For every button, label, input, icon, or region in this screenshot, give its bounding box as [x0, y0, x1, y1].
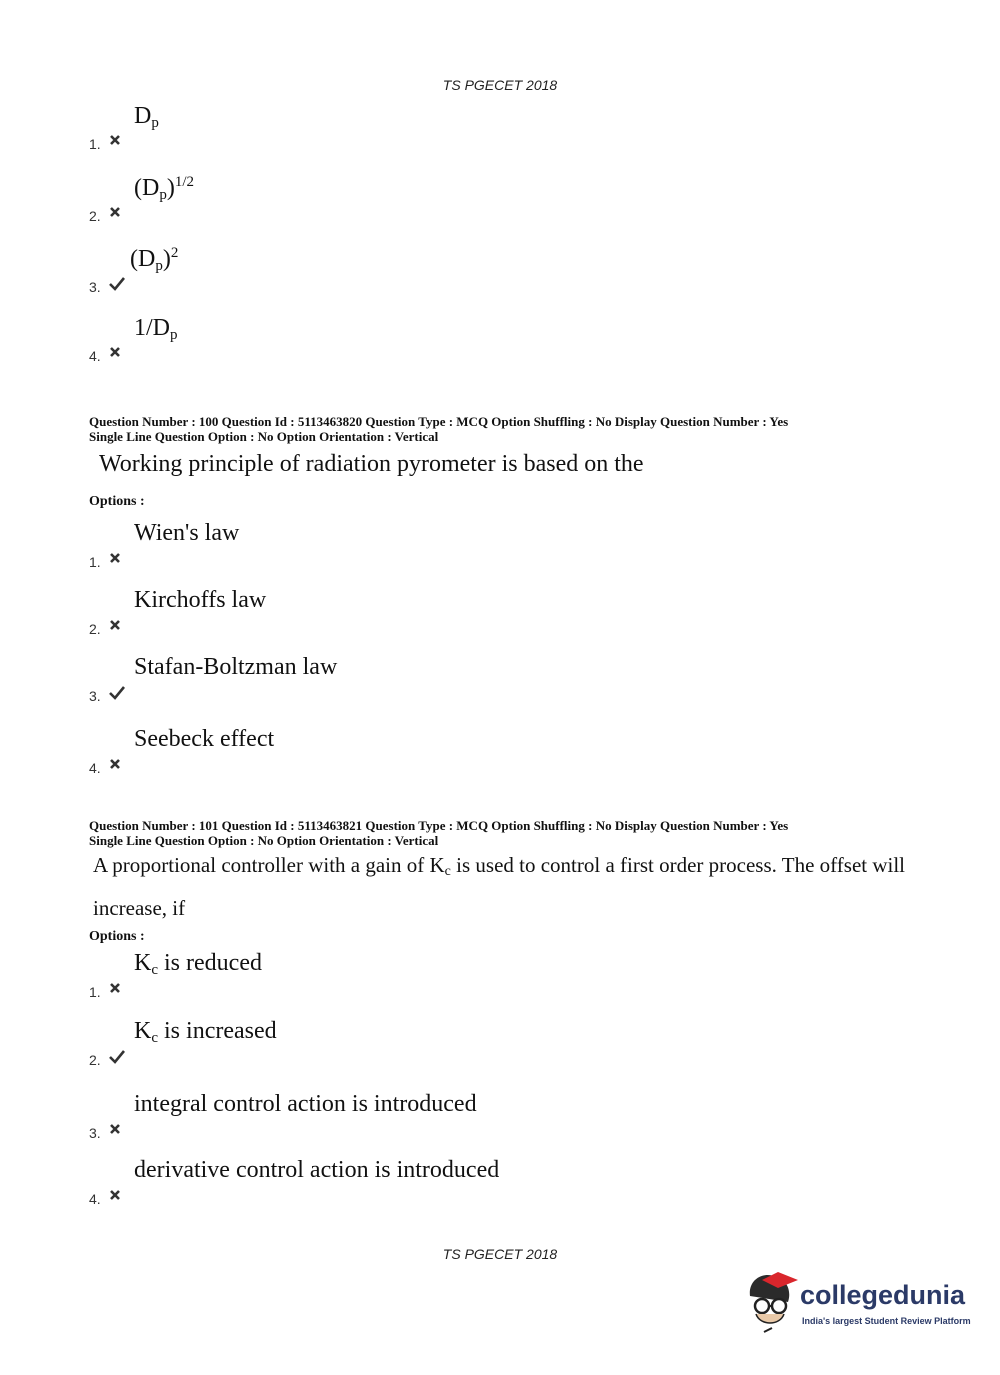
- meta-line-2: Single Line Question Option : No Option Orientation : Vertical: [89, 429, 439, 444]
- wrong-mark-icon: [109, 206, 125, 220]
- page-header: TS PGECET 2018: [442, 77, 558, 93]
- option-text: $(D_p)^2$: [130, 245, 179, 274]
- check-mark-icon: [109, 277, 125, 291]
- option-text: $K_c$ is increased: [134, 1018, 277, 1046]
- question-line-1: A proportional controller with a gain of $K_c$ is used to control a first order process. The offset will: [93, 853, 906, 879]
- option-text: Stafan-Boltzman law: [134, 654, 338, 680]
- option-number: 4.: [89, 760, 101, 776]
- question-100-meta: [89, 414, 909, 444]
- q100-option-1: [89, 520, 909, 570]
- option-number: 3.: [89, 688, 101, 704]
- question-line-2: increase, if: [93, 896, 186, 920]
- q100-option-2: [89, 587, 909, 637]
- option-number: 2.: [89, 621, 101, 637]
- option-text: $D_p$: [134, 103, 159, 131]
- option-number: 3.: [89, 1125, 101, 1141]
- q101-option-4: [89, 1157, 909, 1207]
- page-footer: TS PGECET 2018: [442, 1246, 558, 1262]
- option-number: 1.: [89, 554, 101, 570]
- meta-line-1: Question Number : 101 Question Id : 5113463821 Question Type : MCQ Option Shuffling : No Display Question Number : Yes: [89, 818, 789, 833]
- wrong-mark-icon: [109, 346, 125, 360]
- option-text: $1/D_p$: [134, 315, 178, 343]
- options-label: Options :: [89, 929, 145, 944]
- wrong-mark-icon: [109, 619, 125, 633]
- option-text: Kirchoffs law: [134, 587, 267, 613]
- option-text: derivative control action is introduced: [134, 1157, 500, 1183]
- logo-wordmark: collegedunia: [800, 1280, 966, 1310]
- wrong-mark-icon: [109, 758, 125, 772]
- wrong-mark-icon: [109, 982, 125, 996]
- option-text: Wien's law: [134, 520, 240, 546]
- mascot-icon: [742, 1268, 800, 1334]
- option-text: $K_c$ is reduced: [134, 950, 262, 978]
- option-number: 2.: [89, 208, 101, 224]
- option-text: Seebeck effect: [134, 726, 275, 752]
- option-number: 4.: [89, 348, 101, 364]
- question-101-meta: [89, 818, 909, 848]
- collegedunia-logo: [742, 1268, 972, 1338]
- option-text: $(D_p)^{1/2}$: [134, 174, 195, 203]
- q101-option-1: [89, 950, 909, 1000]
- q101-option-2: [89, 1018, 909, 1068]
- check-mark-icon: [109, 686, 125, 700]
- option-number: 2.: [89, 1052, 101, 1068]
- meta-line-1: Question Number : 100 Question Id : 5113463820 Question Type : MCQ Option Shuffling : No Display Question Number : Yes: [89, 414, 789, 429]
- option-number: 1.: [89, 984, 101, 1000]
- question-100-text: Working principle of radiation pyrometer is based on the: [99, 451, 644, 477]
- wrong-mark-icon: [109, 1123, 125, 1137]
- option-text: integral control action is introduced: [134, 1091, 477, 1117]
- q100-option-4: [89, 726, 909, 776]
- meta-line-2: Single Line Question Option : No Option Orientation : Vertical: [89, 833, 439, 848]
- logo-tagline: India's largest Student Review Platform: [802, 1316, 971, 1326]
- prev-question-option-1: [89, 102, 909, 152]
- wrong-mark-icon: [109, 552, 125, 566]
- option-number: 1.: [89, 136, 101, 152]
- check-mark-icon: [109, 1050, 125, 1064]
- option-number: 4.: [89, 1191, 101, 1207]
- prev-question-option-4: [89, 314, 909, 364]
- options-label: Options :: [89, 494, 145, 509]
- wrong-mark-icon: [109, 1189, 125, 1203]
- option-number: 3.: [89, 279, 101, 295]
- question-101-text: [93, 847, 913, 926]
- prev-question-option-2: [89, 174, 909, 224]
- prev-question-option-3: [89, 245, 909, 295]
- q100-option-3: [89, 654, 909, 704]
- q101-option-3: [89, 1091, 909, 1141]
- wrong-mark-icon: [109, 134, 125, 148]
